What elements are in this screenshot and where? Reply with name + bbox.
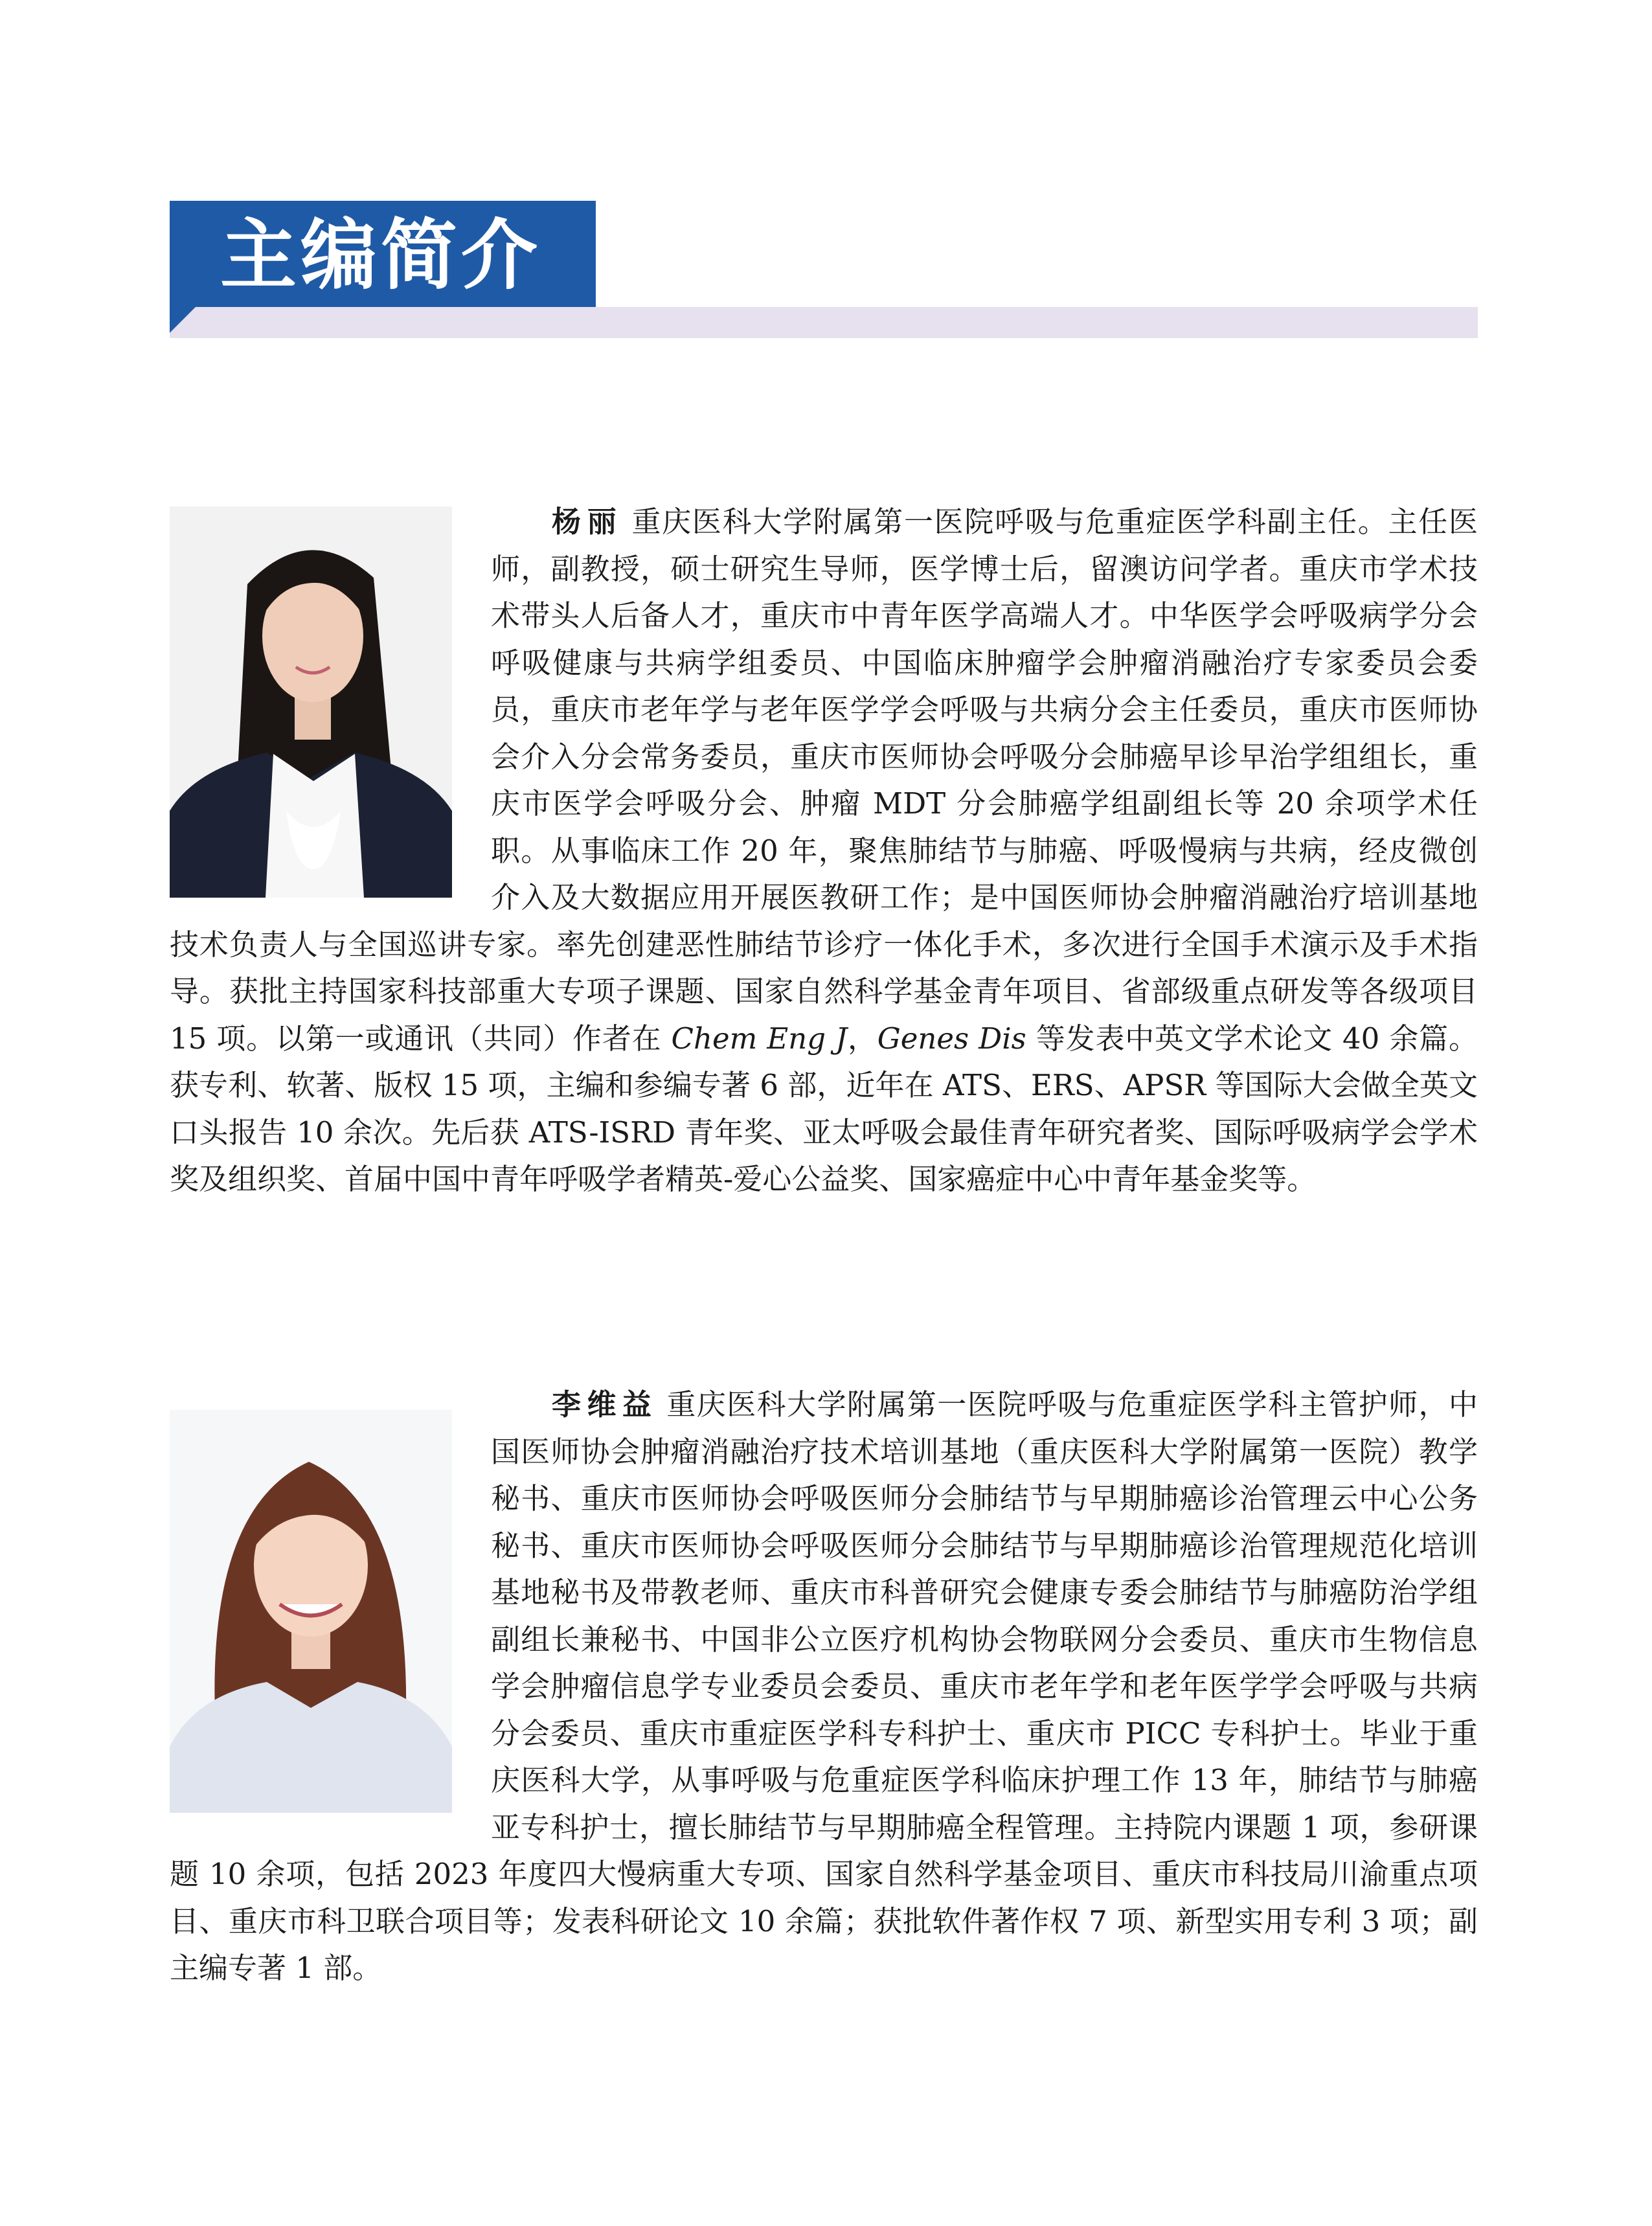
- bio-text-part-1: 重庆医科大学附属第一医院呼吸与危重症医学科副主任。主任医师，副教授，硕士研究生导师，医学博士后，留澳访问学者。重庆市学术技术带头人后备人才，重庆市中青年医学高端人才。中华医学会呼吸病学分会呼吸健康与共病学组委员、中国临床肿瘤学会肿瘤消融治疗专家委员会委员，重庆市老年学与老年医学学会呼吸与共病分会主任委员，重庆市医师协会介入分会常务委员，重庆市医师协会呼吸分会肺癌早诊早治学组组长，重庆市医学会呼吸分会、肿瘤 MDT 分会肺癌学组副组长等 20 余项学术任职。从事临床工作 20 年，聚焦肺结节与肺癌、呼吸慢病与共病，经皮微创介入及大数据应用开展医教研工作；是中国医师协会肿瘤消融治疗培训基地技术负责人与全国巡讲专家。率先创建恶性肺结节诊疗一体化手术，多次进行全国手术演示及手术指导。获批主持国家科技部重大专项子课题、国家自然科学基金青年项目、省部级重点研发等各级项目 15 项。以第一或通讯（共同）作者在: [170, 505, 1478, 1056]
- editor-name: 杨丽: [552, 505, 623, 539]
- editor-photo-1: [170, 506, 452, 898]
- header-band: [170, 307, 1478, 338]
- page-title: 主编简介: [220, 210, 542, 300]
- header-tail: [170, 307, 196, 333]
- bio-separator: ，: [847, 1021, 877, 1056]
- header-box: [170, 201, 596, 307]
- portrait-woman-light-shirt: [170, 1410, 452, 1813]
- editor-bio-1: [170, 499, 1478, 1203]
- editor-photo-2: [170, 1410, 452, 1813]
- section-header: [170, 198, 1478, 341]
- journal-name-1: Chem Eng J: [671, 1021, 848, 1056]
- bio-text-part-2: 等发表中英文学术论文 40 余篇。获专利、软著、版权 15 项，主编和参编专著 6 部，近年在 ATS、ERS、APSR 等国际大会做全英文口头报告 10 余次。先后获 ATS-ISRD 青年奖、亚太呼吸会最佳青年研究者奖、国际呼吸病学会学术奖及组织奖、首届中国中青年呼吸学者精英-爱心公益奖、国家癌症中心中青年基金奖等。: [170, 1021, 1478, 1196]
- editor-bio-2: [170, 1381, 1478, 1992]
- editor-name: 李维益: [552, 1387, 658, 1422]
- portrait-woman-dark-suit: [170, 506, 452, 898]
- bio-text: 重庆医科大学附属第一医院呼吸与危重症医学科主管护师，中国医师协会肿瘤消融治疗技术培训基地（重庆医科大学附属第一医院）教学秘书、重庆市医师协会呼吸医师分会肺结节与早期肺癌诊治管理云中心公务秘书、重庆市医师协会呼吸医师分会肺结节与早期肺癌诊治管理规范化培训基地秘书及带教老师、重庆市科普研究会健康专委会肺结节与肺癌防治学组副组长兼秘书、中国非公立医疗机构协会物联网分会委员、重庆市生物信息学会肿瘤信息学专业委员会委员、重庆市老年学和老年医学学会呼吸与共病分会委员、重庆市重症医学科专科护士、重庆市 PICC 专科护士。毕业于重庆医科大学，从事呼吸与危重症医学科临床护理工作 13 年，肺结节与肺癌亚专科护士，擅长肺结节与早期肺癌全程管理。主持院内课题 1 项，参研课题 10 余项，包括 2023 年度四大慢病重大专项、国家自然科学基金项目、重庆市科技局川渝重点项目、重庆市科卫联合项目等；发表科研论文 10 余篇；获批软件著作权 7 项、新型实用专利 3 项；副主编专著 1 部。: [170, 1387, 1478, 1985]
- journal-name-2: Genes Dis: [877, 1021, 1026, 1056]
